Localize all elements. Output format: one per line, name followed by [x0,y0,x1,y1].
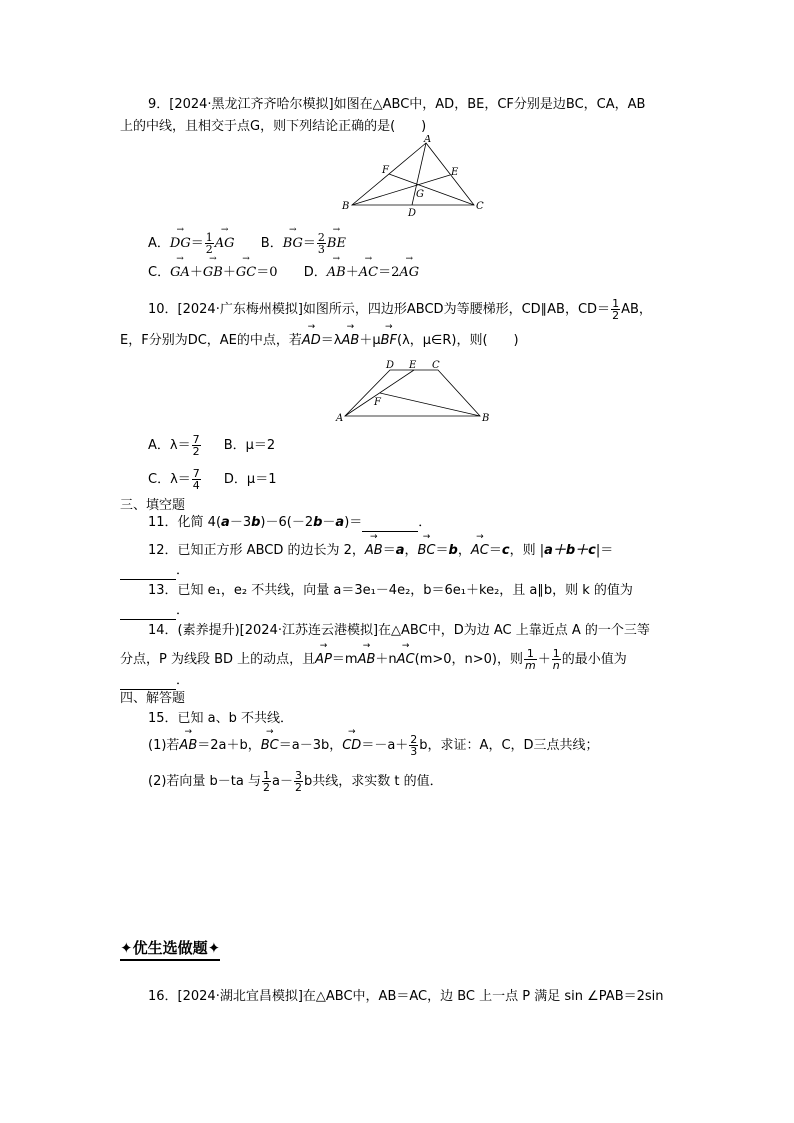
triangle-abc-figure [330,135,490,220]
q12-answer-blank[interactable] [120,565,176,580]
q13-line1: 13．已知 e₁，e₂ 不共线，向量 a＝3e₁－4e₂，b＝6e₁＋ke₂，且 a∥b，则 k 的值为 [148,583,633,598]
q9-line1: 9．[2024·黑龙江齐齐哈尔模拟]如图在△ABC中，AD，BE，CF分别是边BC，CA，AB [148,97,646,112]
q16-line1: 16．[2024·湖北宜昌模拟]在△ABC中，AB＝AC，边 BC 上一点 P 满足 sin ∠PAB＝2sin [148,989,664,1004]
section-marker-icon: ✦ [120,939,133,957]
label-F: F [382,165,389,176]
q14-line3: ． [120,672,189,690]
label-C: C [476,201,484,212]
q9-options-cd: C．→ GA＋→ GB＋→ GC＝0 D．→ AB＋→ AC＝2→ AG [148,264,419,282]
q12-line1: 12．已知正方形 ABCD 的边长为 2，→ AB＝a，→ BC＝b，→ AC＝c，则 |a＋b＋c|＝ [148,542,613,560]
q14-answer-blank[interactable] [120,675,176,690]
q13-line2: ． [120,602,189,620]
q14-line2: 分点，P 为线段 BD 上的动点，且→ AP＝m→ AB＋n→ AC(m>0，n>0)，则 $\frac{1}{m}$ ＋ $\frac{1}{n}$ 的最小值为 [120,648,627,671]
trapezoid-abcd-figure [330,355,495,425]
q13-answer-blank[interactable] [120,605,176,620]
section-marker-icon: ✦ [207,939,221,957]
elective-section-title: ✦优生选做题✦ [120,938,220,961]
label-B: B [342,201,350,212]
label-A: A [336,413,344,424]
q10-options-ab: A．λ＝ $\frac{7}{2}$ B．μ＝2 [148,433,276,458]
q9-options-ab: A．→ DG＝ $\frac{1}{2}$ → AG B．→ BG＝ $\frac{2}{3}$ → BE [148,232,346,255]
label-C: C [432,360,440,371]
label-B: B [482,413,490,424]
q15-part1: (1)若→ AB＝2a＋b，→ BC＝a－3b，→ CD＝－a＋ $\frac{2}{3}$ b，求证：A，C，D三点共线； [148,734,599,757]
q12-line2: ． [120,562,189,580]
label-D: D [386,360,395,371]
label-A: A [424,135,432,145]
q10-line2: E，F分别为DC，AE的中点，若→ AD＝λ→ AB＋μ→ BF(λ，μ∈R)，则( ) [120,332,519,350]
q11: 11．化简 4(a－3b)－6(－2b－a)＝ ． [148,515,432,530]
q10-options-cd: C．λ＝ $\frac{7}{4}$ D．μ＝1 [148,467,277,492]
q15-part2: (2)若向量 b－ta 与 $\frac{1}{2}$ a－ $\frac{3}{2}$ b共线，求实数 t 的值． [148,769,443,794]
q9-line2: 上的中线，且相交于点G，则下列结论正确的是( ) [120,119,427,134]
label-D: D [408,208,417,219]
label-F: F [374,397,381,408]
label-E: E [409,360,417,371]
section-fill-in: 三、填空题 [120,498,186,513]
q11-answer-blank[interactable] [362,517,418,532]
label-E: E [451,167,459,178]
section-answer: 四、解答题 [120,691,186,706]
q10-line1: 10．[2024·广东梅州模拟]如图所示，四边形ABCD为等腰梯形，CD∥AB，CD＝ $\frac{1}{2}$ AB， [148,297,652,322]
q15-line1: 15．已知 a、b 不共线． [148,711,294,726]
q14-line1: 14．(素养提升)[2024·江苏连云港模拟]在△ABC中，D为边 AC 上靠近点 A 的一个三等 [148,623,650,638]
label-G: G [416,189,424,200]
